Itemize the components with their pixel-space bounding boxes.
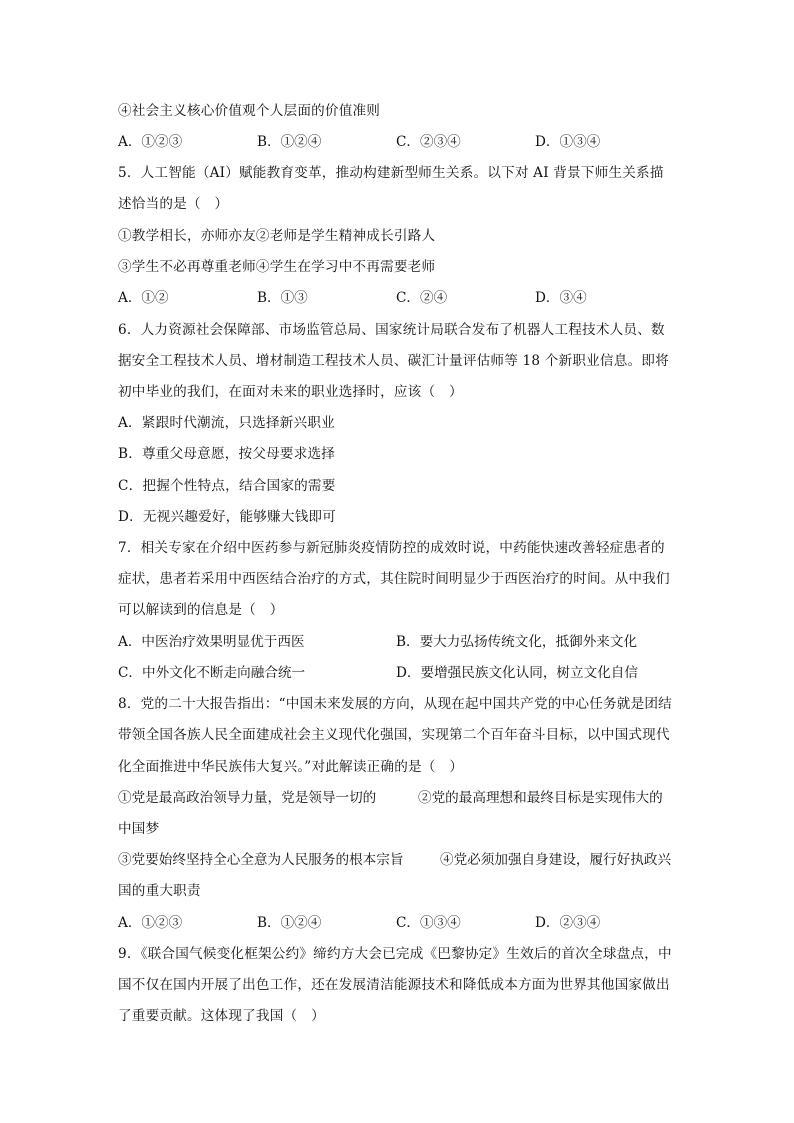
q6-option-d: D．无视兴趣爱好，能够赚大钱即可 xyxy=(118,509,337,525)
q9-stem-line-1: 9．《联合国气候变化框架公约》缔约方大会已完成《巴黎协定》生效后的首次全球盘点，中 xyxy=(118,946,672,962)
q4-option-a: A．①②③ xyxy=(118,134,183,150)
q5-option-b: B．①③ xyxy=(257,290,308,306)
q7-option-c: C．中外文化不断走向融合统一 xyxy=(118,665,306,681)
q7-stem-line-1: 7．相关专家在介绍中医药参与新冠肺炎疫情防控的成效时说，中药能快速改善轻症患者的 xyxy=(118,540,665,556)
q8-item-2-cont: 中国梦 xyxy=(118,821,160,837)
q8-stem-line-3: 化全面推进中华民族伟大复兴。”对此解读正确的是（ ） xyxy=(118,759,464,775)
q7-option-a: A．中医治疗效果明显优于西医 xyxy=(118,634,305,650)
q7-option-d: D．要增强民族文化认同，树立文化自信 xyxy=(396,665,638,681)
q4-option-c: C．②③④ xyxy=(396,134,461,150)
q5-stem-line-1: 5．人工智能（AI）赋能教育变革，推动构建新型师生关系。以下对 AI 背景下师生关系描 xyxy=(118,165,664,181)
q4-option-b: B．①②④ xyxy=(257,134,322,150)
q5-option-d: D．③④ xyxy=(535,290,587,306)
q8-option-b: B．①②④ xyxy=(257,915,322,931)
q5-stem-line-2: 述恰当的是（ ） xyxy=(118,196,229,212)
q6-option-c: C．把握个性特点，结合国家的需要 xyxy=(118,478,336,494)
q4-option-d: D．①③④ xyxy=(535,134,601,150)
q5-items-line-2: ③学生不必再尊重老师④学生在学习中不再需要老师 xyxy=(118,259,436,275)
q8-item-4-cont: 国的重大职责 xyxy=(118,883,201,899)
q5-option-c: C．②④ xyxy=(396,290,448,306)
q8-item-3: ③党要始终坚持全心全意为人民服务的根本宗旨 xyxy=(118,852,404,868)
q6-stem-line-1: 6．人力资源社会保障部、市场监管总局、国家统计局联合发布了机器人工程技术人员、数 xyxy=(118,322,665,338)
q7-stem-line-2: 症状，患者若采用中西医结合治疗的方式，其住院时间明显少于西医治疗的时间。从中我们 xyxy=(118,571,670,587)
q8-item-2: ②党的最高理想和最终目标是实现伟大的 xyxy=(418,790,663,806)
q6-stem-line-2: 据安全工程技术人员、增材制造工程技术人员、碳汇计量评估师等 18 个新职业信息。即将 xyxy=(118,353,669,369)
q8-stem-line-1: 8．党的二十大报告指出：“中国未来发展的方向，从现在起中国共产党的中心任务就是团结 xyxy=(118,696,672,712)
q8-option-c: C．①③④ xyxy=(396,915,461,931)
q7-stem-line-3: 可以解读到的信息是（ ） xyxy=(118,602,284,618)
q8-stem-line-2: 带领全国各族人民全面建成社会主义现代化强国，实现第二个百年奋斗目标，以中国式现代 xyxy=(118,727,670,743)
q7-option-b: B．要大力弘扬传统文化，抵御外来文化 xyxy=(396,634,638,650)
q6-option-a: A．紧跟时代潮流，只选择新兴职业 xyxy=(118,415,335,431)
q8-option-a: A．①②③ xyxy=(118,915,183,931)
q6-option-b: B．尊重父母意愿，按父母要求选择 xyxy=(118,446,336,462)
q9-stem-line-3: 了重要贡献。这体现了我国（ ） xyxy=(118,1008,325,1024)
q5-option-a: A．①② xyxy=(118,290,169,306)
q8-item-4: ④党必须加强自身建设，履行好执政兴 xyxy=(440,852,672,868)
q8-item-1: ①党是最高政治领导力量，党是领导一切的 xyxy=(118,790,377,806)
q5-items-line-1: ①教学相长，亦师亦友②老师是学生精神成长引路人 xyxy=(118,228,436,244)
q6-stem-line-3: 初中毕业的我们，在面对未来的职业选择时，应该（ ） xyxy=(118,384,463,400)
q9-stem-line-2: 国不仅在国内开展了出色工作，还在发展清洁能源技术和降低成本方面为世界其他国家做出 xyxy=(118,977,670,993)
q4-item-4: ④社会主义核心价值观个人层面的价值准则 xyxy=(118,103,381,119)
q8-option-d: D．②③④ xyxy=(535,915,601,931)
